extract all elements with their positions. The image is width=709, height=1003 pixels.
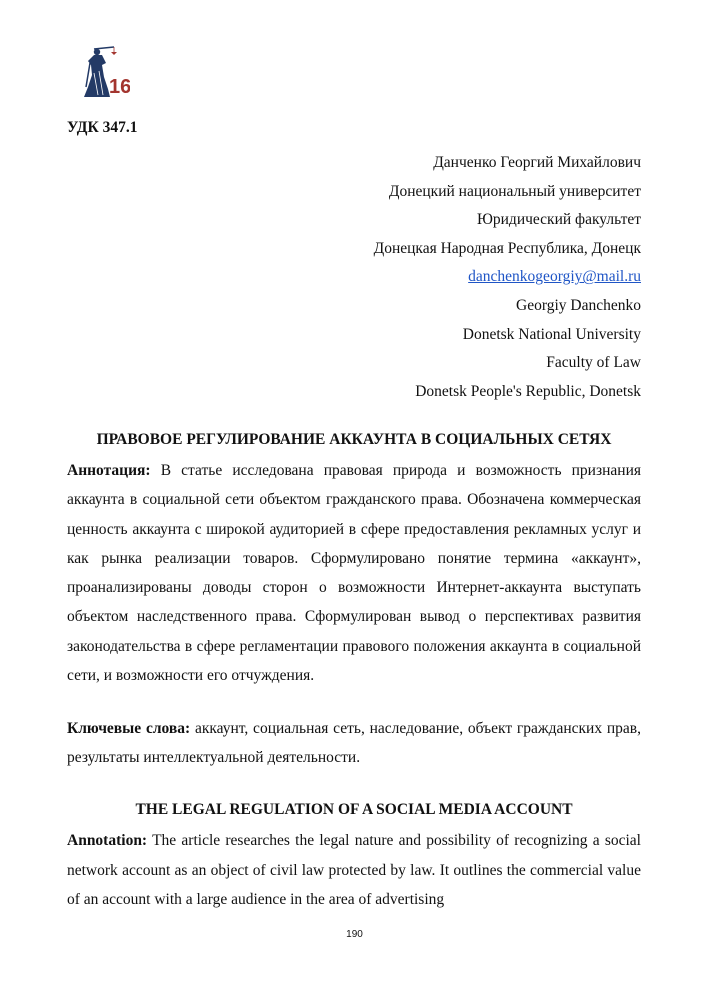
article-title-ru: ПРАВОВОЕ РЕГУЛИРОВАНИЕ АККАУНТА В СОЦИАЛЬНЫХ СЕТЯХ	[96, 431, 612, 448]
keywords-ru	[67, 714, 641, 773]
abstract-ru-text: В статье исследована правовая природа и возможность признания аккаунта в социальной сети объектом гражданского права. Обозначена коммерческая ценность аккаунта с широкой аудиторией в сфере предоставления рекламных услуг и как рынка реализации товаров. Сформулировано понятие термина «аккаунт», проанализированы доводы сторон о возможности Интернет-аккаунта выступать объектом наследственного права. Сформулирован вывод о перспективах развития законодательства в сфере регламентации правового положения аккаунта в социальной сети, и возможности его отчуждения.	[67, 462, 641, 685]
author-email-link[interactable]: danchenkogeorgiy@mail.ru	[468, 268, 641, 286]
keywords-ru-text: аккаунт, социальная сеть, наследование, объект гражданских прав, результаты интеллектуальной деятельности.	[67, 720, 641, 767]
udk-code: УДК 347.1	[67, 119, 138, 136]
conference-logo	[80, 43, 130, 99]
faculty-en: Faculty of Law	[546, 354, 641, 372]
keywords-ru-label: Ключевые слова:	[67, 720, 191, 737]
faculty-ru: Юридический факультет	[476, 211, 641, 229]
author-affiliation-block	[374, 149, 641, 406]
abstract-ru	[67, 456, 641, 690]
university-ru: Донецкий национальный университет	[388, 182, 641, 200]
location-en: Donetsk People's Republic, Donetsk	[415, 382, 641, 400]
author-name-ru: Данченко Георгий Михайлович	[433, 154, 641, 171]
abstract-en-label: Annotation:	[67, 832, 148, 849]
page-number: 190	[346, 929, 363, 940]
logo-number: 16	[109, 76, 130, 98]
abstract-en-text: The article researches the legal nature and possibility of recognizing a social network account as an object of civil law protected by law. It outlines the commercial value of an account with a large audience in the area of advertising	[67, 832, 641, 908]
justice-statue-logo-icon	[80, 43, 130, 99]
abstract-en	[67, 826, 641, 915]
location-ru: Донецкая Народная Республика, Донецк	[373, 239, 641, 257]
author-name-en: Georgiy Danchenko	[516, 296, 641, 314]
article-title-en: THE LEGAL REGULATION OF A SOCIAL MEDIA ACCOUNT	[135, 801, 573, 818]
university-en: Donetsk National University	[462, 325, 641, 343]
abstract-ru-label: Аннотация:	[67, 462, 151, 479]
